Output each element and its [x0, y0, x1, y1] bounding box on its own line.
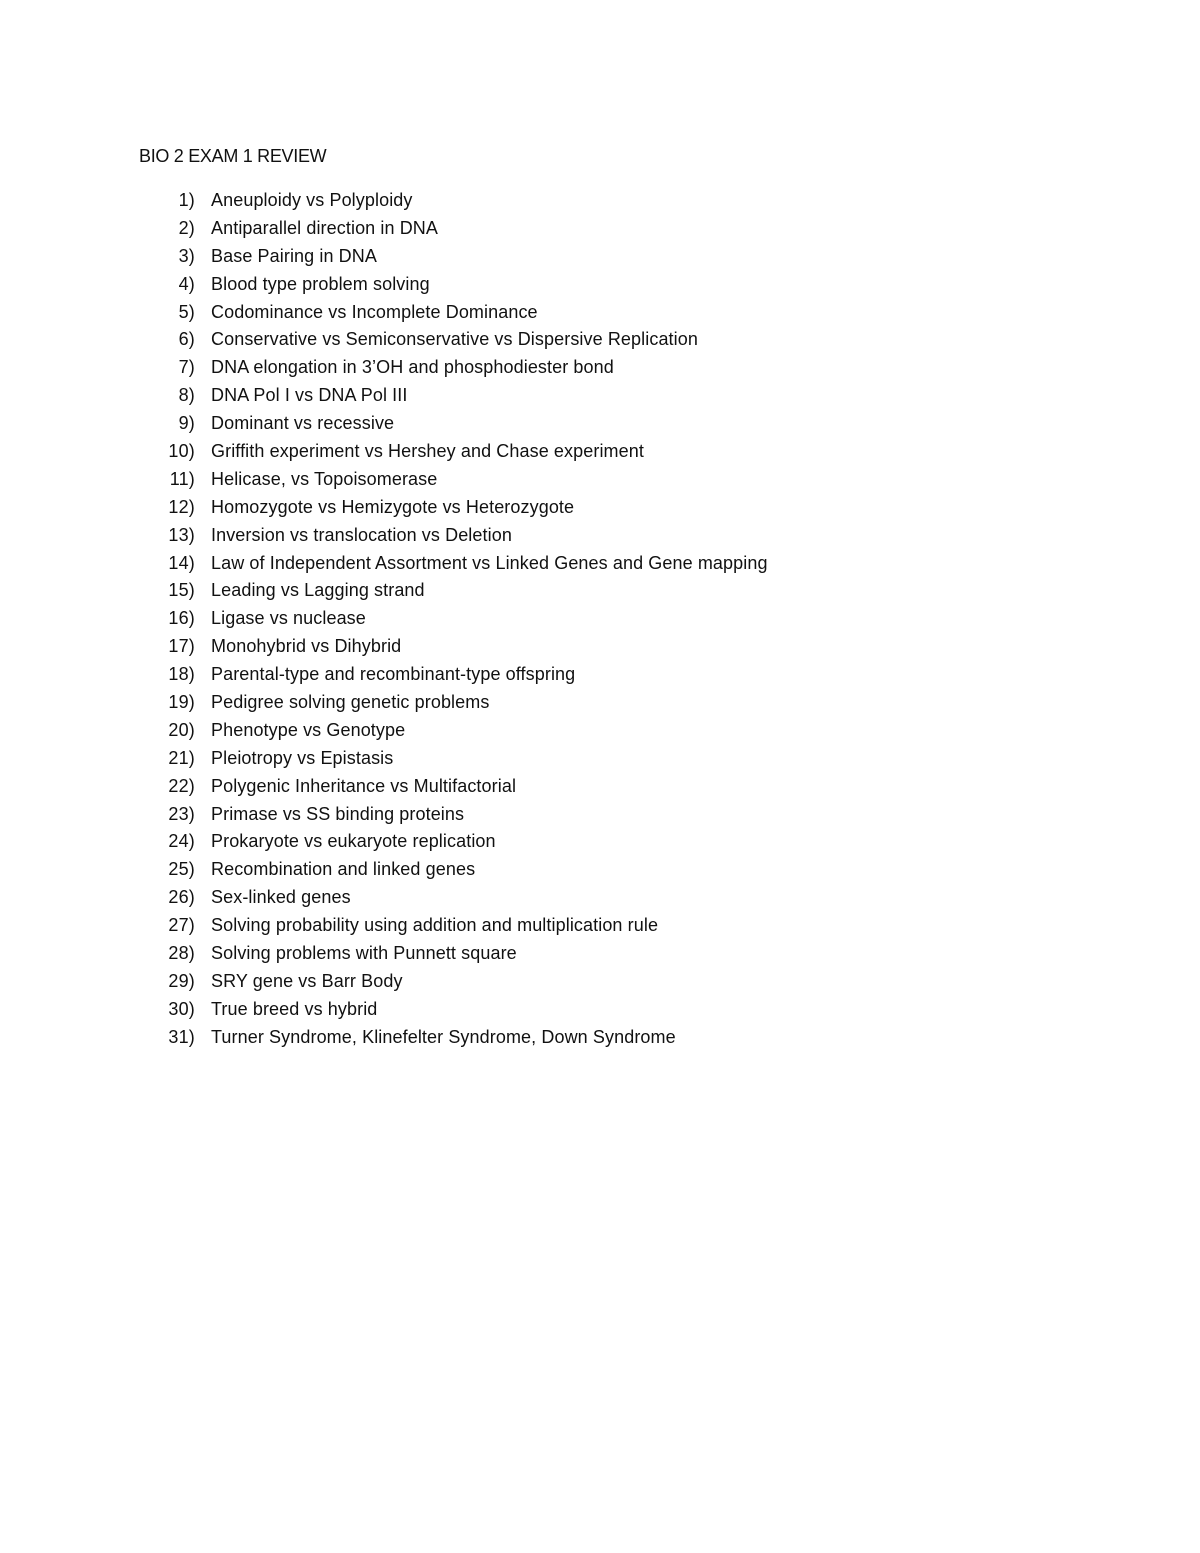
list-item-number: 12) [168, 496, 195, 517]
list-item [0, 215, 900, 243]
list-item [0, 494, 900, 522]
list-item-text: Antiparallel direction in DNA [211, 217, 439, 238]
list-item-number: 17) [168, 636, 195, 657]
list-item-text: Blood type problem solving [211, 273, 430, 294]
list-item [0, 187, 900, 215]
list-item-number: 30) [168, 998, 195, 1019]
list-item-text: Ligase vs nuclease [211, 608, 366, 629]
list-item-number: 5) [178, 301, 195, 322]
list-item [0, 326, 900, 354]
list-item [0, 438, 900, 466]
list-item-text: Solving probability using addition and multiplication rule [211, 915, 659, 936]
list-item [0, 661, 900, 689]
list-item-number: 26) [168, 887, 195, 908]
list-item [0, 299, 900, 327]
list-item [0, 382, 900, 410]
list-item [0, 410, 900, 438]
list-item-number: 24) [168, 831, 195, 852]
list-item-text: Recombination and linked genes [211, 859, 476, 880]
list-item-text: DNA elongation in 3’OH and phosphodiester bond [211, 357, 614, 378]
list-item-text: Dominant vs recessive [211, 413, 395, 434]
list-item-text: Conservative vs Semiconservative vs Dispersive Replication [211, 329, 698, 350]
list-item-number: 31) [168, 1026, 195, 1047]
list-item [0, 577, 900, 605]
list-item-text: Aneuploidy vs Polyploidy [211, 190, 413, 210]
review-topic-list [0, 187, 900, 1052]
list-item-number: 18) [168, 664, 195, 685]
list-item-number: 6) [178, 329, 195, 350]
list-item-text: Prokaryote vs eukaryote replication [211, 831, 496, 852]
list-item [0, 243, 900, 271]
list-item-number: 25) [168, 859, 195, 880]
list-item [0, 912, 900, 940]
list-item-number: 9) [178, 413, 195, 434]
list-item-text: Monohybrid vs Dihybrid [211, 636, 402, 657]
document-title: BIO 2 EXAM 1 REVIEW [139, 146, 327, 166]
list-item [0, 801, 900, 829]
list-item-text: Leading vs Lagging strand [211, 580, 425, 601]
list-item-number: 22) [168, 775, 195, 796]
list-item-text: Codominance vs Incomplete Dominance [211, 301, 538, 322]
list-item-text: Sex-linked genes [211, 887, 351, 908]
list-item-text: Primase vs SS binding proteins [211, 803, 465, 824]
list-item [0, 271, 900, 299]
list-item [0, 522, 900, 550]
list-item [0, 717, 900, 745]
list-item-number: 10) [168, 441, 195, 462]
list-item [0, 940, 900, 968]
list-item-number: 4) [178, 273, 195, 294]
list-item [0, 605, 900, 633]
list-item [0, 1024, 900, 1052]
list-item [0, 828, 900, 856]
list-item-number: 20) [168, 719, 195, 740]
list-item-text: Polygenic Inheritance vs Multifactorial [211, 775, 517, 796]
list-item-number: 3) [178, 245, 195, 266]
list-item-text: Solving problems with Punnett square [211, 943, 517, 964]
list-item-text: Base Pairing in DNA [211, 245, 377, 266]
list-item-number: 14) [168, 552, 195, 573]
list-item-text: Griffith experiment vs Hershey and Chase experiment [211, 441, 644, 462]
list-item [0, 996, 900, 1024]
list-item-number: 8) [178, 385, 195, 406]
list-item [0, 550, 900, 578]
list-item-number: 29) [168, 970, 195, 991]
list-item-number: 7) [178, 357, 195, 378]
list-item-text: Pleiotropy vs Epistasis [211, 747, 394, 768]
list-item-text: Helicase, vs Topoisomerase [211, 468, 438, 489]
list-item-number: 11) [169, 468, 195, 489]
list-item-number: 27) [168, 915, 195, 936]
list-item-text: DNA Pol I vs DNA Pol III [211, 385, 408, 406]
list-item-number: 2) [178, 217, 195, 238]
list-item-number: 15) [168, 580, 195, 601]
list-item-text: Pedigree solving genetic problems [211, 692, 490, 713]
list-item-number: 28) [168, 943, 195, 964]
list-item-text: Parental-type and recombinant-type offspring [211, 664, 576, 685]
list-item-text: True breed vs hybrid [211, 998, 378, 1019]
list-item [0, 884, 900, 912]
list-item-text: Turner Syndrome, Klinefelter Syndrome, Down Syndrome [211, 1026, 676, 1047]
list-item [0, 968, 900, 996]
list-item-number: 19) [168, 692, 195, 713]
list-item [0, 773, 900, 801]
list-item [0, 689, 900, 717]
list-item-text: Phenotype vs Genotype [211, 719, 406, 740]
list-item [0, 633, 900, 661]
list-item-number: 21) [168, 747, 195, 768]
list-item-number: 23) [168, 803, 195, 824]
list-item [0, 466, 900, 494]
list-item-text: SRY gene vs Barr Body [211, 970, 403, 991]
list-item [0, 354, 900, 382]
list-item-number: 16) [168, 608, 195, 629]
list-item-text: Homozygote vs Hemizygote vs Heterozygote [211, 496, 575, 517]
list-item [0, 856, 900, 884]
list-item [0, 745, 900, 773]
list-item-number: 13) [168, 524, 195, 545]
list-item-number: 1) [178, 190, 195, 210]
list-item-text: Inversion vs translocation vs Deletion [211, 524, 512, 545]
list-item-text: Law of Independent Assortment vs Linked Genes and Gene mapping [211, 552, 768, 573]
